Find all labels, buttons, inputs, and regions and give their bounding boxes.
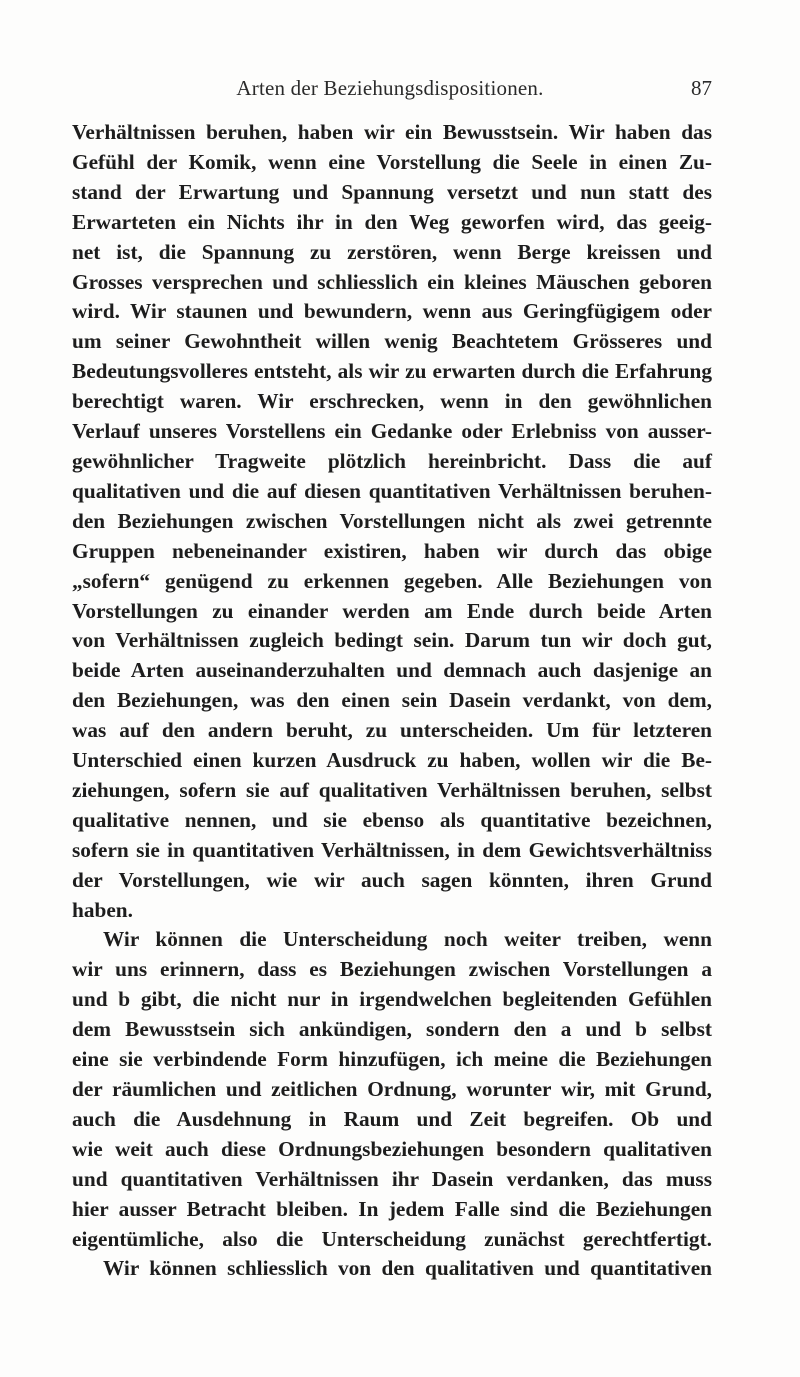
running-head [70,76,710,106]
text-line: hier ausser Betracht bleiben. In jedem Falle sind die Beziehungen [72,1196,712,1221]
text-line: Erwarteten ein Nichts ihr in den Weg geworfen wird, das geeig- [72,209,712,234]
text-line: qualitative nennen, und sie ebenso als quantitative bezeichnen, [72,807,712,832]
text-line: der Vorstellungen, wie wir auch sagen könnten, ihren Grund [72,867,712,892]
text-line: wie weit auch diese Ordnungsbeziehungen besondern qualitativen [72,1136,712,1161]
text-line: Unterschied einen kurzen Ausdruck zu haben, wollen wir die Be- [72,748,712,773]
text-line: Gruppen nebeneinander existiren, haben wir durch das obige [72,538,712,563]
text-line: dem Bewusstsein sich ankündigen, sondern den a und b selbst [72,1017,712,1042]
text-line: ziehungen, sofern sie auf qualitativen Verhältnissen beruhen, selbst [72,777,712,802]
page-number: 87 [691,76,712,100]
text-line: was auf den andern beruht, zu unterscheiden. Um für letzteren [72,718,712,743]
body-text [72,118,712,1284]
text-line: stand der Erwartung und Spannung versetzt und nun statt des [72,179,712,204]
text-line: Wir können schliesslich von den qualitativen und quantitativen [103,1256,712,1281]
text-line: „sofern“ genügend zu erkennen gegeben. Alle Beziehungen von [72,568,712,593]
running-title: Arten der Beziehungsdispositionen. [236,76,544,100]
text-line: Gefühl der Komik, wenn eine Vorstellung die Seele in einen Zu- [72,149,712,174]
text-line: berechtigt waren. Wir erschrecken, wenn in den gewöhnlichen [72,389,712,414]
text-line: haben. [72,897,133,922]
text-line: wir uns erinnern, dass es Beziehungen zwischen Vorstellungen a [72,957,712,982]
text-line: gewöhnlicher Tragweite plötzlich hereinbricht. Dass die auf [72,448,712,473]
text-line: den Beziehungen, was den einen sein Dasein verdankt, von dem, [72,688,712,713]
text-line: um seiner Gewohntheit willen wenig Beachtetem Grösseres und [72,329,712,354]
text-line: beide Arten auseinanderzuhalten und demnach auch dasjenige an [72,658,712,683]
text-line: sofern sie in quantitativen Verhältnissen, in dem Gewichtsverhältniss [72,837,712,862]
text-line: wird. Wir staunen und bewundern, wenn aus Geringfügigem oder [72,299,712,324]
text-line: Grosses versprechen und schliesslich ein kleines Mäuschen geboren [72,269,712,294]
text-line: der räumlichen und zeitlichen Ordnung, worunter wir, mit Grund, [72,1077,712,1101]
text-line: net ist, die Spannung zu zerstören, wenn Berge kreissen und [72,239,712,264]
text-line: Wir können die Unterscheidung noch weiter treiben, wenn [103,927,712,952]
text-line: eigentümliche, also die Unterscheidung zunächst gerechtfertigt. [72,1226,712,1251]
text-line: Verhältnissen beruhen, haben wir ein Bewusstsein. Wir haben das [72,120,712,144]
text-line: Verlauf unseres Vorstellens ein Gedanke oder Erlebniss von ausser- [72,419,712,444]
text-line: qualitativen und die auf diesen quantitativen Verhältnissen beruhen- [72,478,712,503]
text-line: eine sie verbindende Form hinzufügen, ich meine die Beziehungen [72,1047,712,1072]
text-line: auch die Ausdehnung in Raum und Zeit begreifen. Ob und [72,1106,712,1131]
text-line: von Verhältnissen zugleich bedingt sein. Darum tun wir doch gut, [72,628,712,653]
text-line: den Beziehungen zwischen Vorstellungen nicht als zwei getrennte [72,508,712,533]
text-line: Bedeutungsvolleres entsteht, als wir zu erwarten durch die Erfahrung [72,359,712,384]
text-line: und quantitativen Verhältnissen ihr Dasein verdanken, das muss [72,1166,712,1191]
text-line: und b gibt, die nicht nur in irgendwelchen begleitenden Gefühlen [72,987,712,1012]
text-line: Vorstellungen zu einander werden am Ende durch beide Arten [72,598,712,623]
